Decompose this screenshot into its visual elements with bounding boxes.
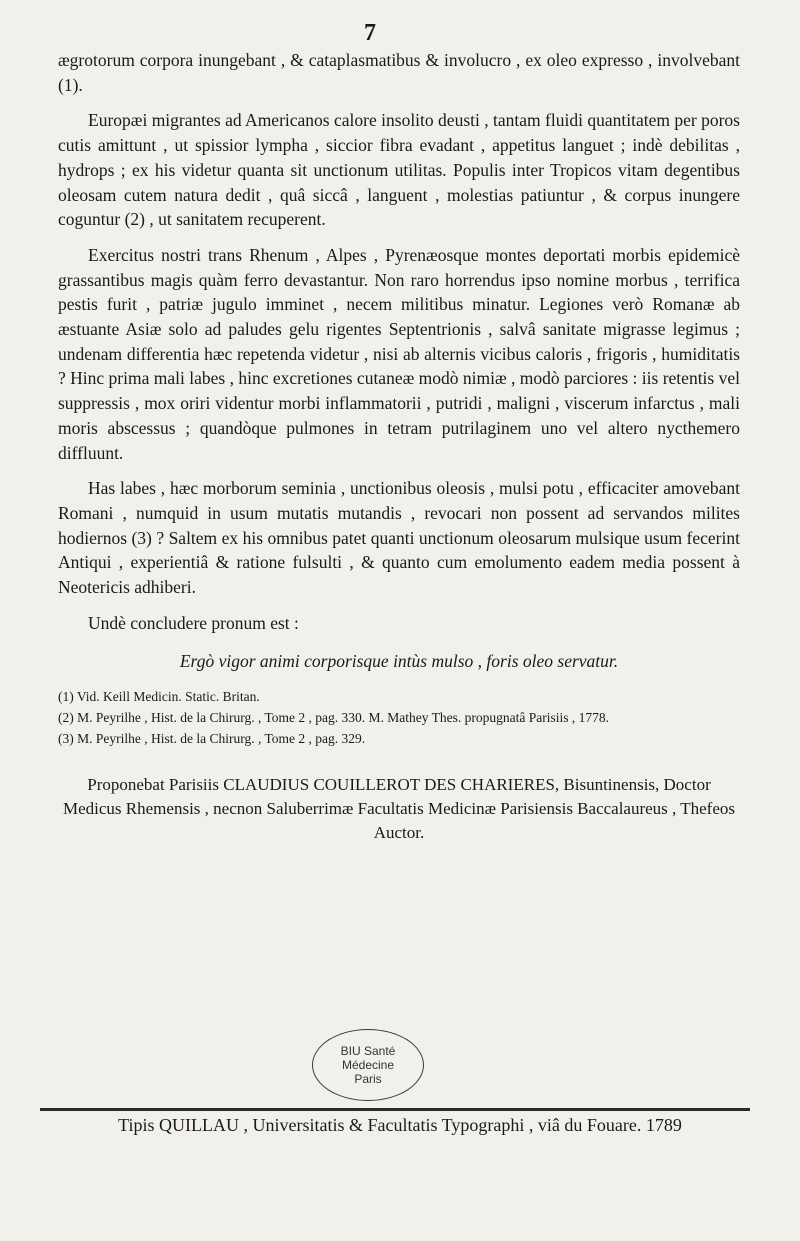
paragraph-4: Has labes , hæc morborum seminia , unctionibus oleosis , mulsi potu , efficaciter amovebant Romani , numquid in usum mutatis mutandis , revocari non possent ad servandos milites hodiernos (3) ? Saltem ex his omnibus patet quanti unctionum oleosarum mulsique usum fecerint Antiqui , experientiâ & ratione fulsulti , & quanto cum emolumento eadem media possent à Neotericis adhiberi. — [58, 478, 740, 598]
footnote-1: (1) Vid. Keill Medicin. Static. Britan. — [58, 689, 260, 705]
paragraph-3: Exercitus nostri trans Rhenum , Alpes , Pyrenæosque montes deportati morbis epidemicè grassantibus magis quàm ferro devastantur. Non raro horrendus ipso nomine morbus , terrifica pestis furit , patriæ jugulo imminet , necem militibus minatur. Legiones verò Romanæ ab æstuante Asiæ solo ad paludes gelu rigentes Septentrionis , salvâ sanitate migrasse legimus ; undenam differentia hæc repetenda videtur , nisi ab alternis vicibus caloris , frigoris , humiditatis ? Hinc prima mali labes , hinc excretiones cutaneæ modò nimiæ , modò parciores : iis retentis vel suppressis , mox oriri videntur morbi inflammatorii , putridi , maligni , viscerum infarctus , mali moris abscessus ; quandòque pulmones in tetram putrilaginem uno vel altero nycthemero diffluunt. — [58, 244, 740, 463]
body-text — [58, 48, 740, 845]
footnotes — [58, 686, 740, 749]
paragraph-1: ægrotorum corpora inungebant , & cataplasmatibus & involucro , ex oleo expresso , involvebant (1). — [58, 50, 740, 95]
paragraph-2: Europæi migrantes ad Americanos calore insolito deusti , tantam fluidi quantitatem per poros cutis amittunt , ut spissior lympha , siccior fibra evadant , appetitus languet ; indè debilitas , hydrops ; ex his videtur quanta sit unctionum utilitas. Populis inter Tropicos vitam degentibus oleosam cutem natura dedit , quâ siccâ , languent , molestias patiuntur , & corpus inungere coguntur (2) , ut sanitatem recuperent. — [58, 110, 740, 230]
stamp-line-1: BIU Santé — [340, 1044, 396, 1058]
stamp-line-3: Paris — [354, 1072, 382, 1086]
page-number: 7 — [364, 20, 376, 46]
stamp-line-2: Médecine — [341, 1058, 395, 1072]
imprint: Tipis QUILLAU , Universitatis & Facultatis Typographi , viâ du Fouare. 1789 — [118, 1115, 682, 1135]
footnote-3: (3) M. Peyrilhe , Hist. de la Chirurg. , Tome 2 , pag. 329. — [58, 731, 366, 747]
divider-rule — [40, 1108, 750, 1111]
conclusion: Ergò vigor animi corporisque intùs mulso , foris oleo servatur. — [179, 651, 619, 672]
library-stamp — [312, 1029, 424, 1101]
footnote-2: (2) M. Peyrilhe , Hist. de la Chirurg. , Tome 2 , pag. 330. M. Mathey Thes. propugnatâ Parisiis , 1778. — [58, 710, 609, 726]
proponebat-block: Proponebat Parisiis CLAUDIUS COUILLEROT DES CHARIERES, Bisuntinensis, Doctor Medicus Rhemensis , necnon Saluberrimæ Facultatis Medicinæ Parisiensis Baccalaureus , Thefeos Auctor. — [63, 775, 735, 843]
paragraph-5: Undè concludere pronum est : — [88, 612, 299, 633]
